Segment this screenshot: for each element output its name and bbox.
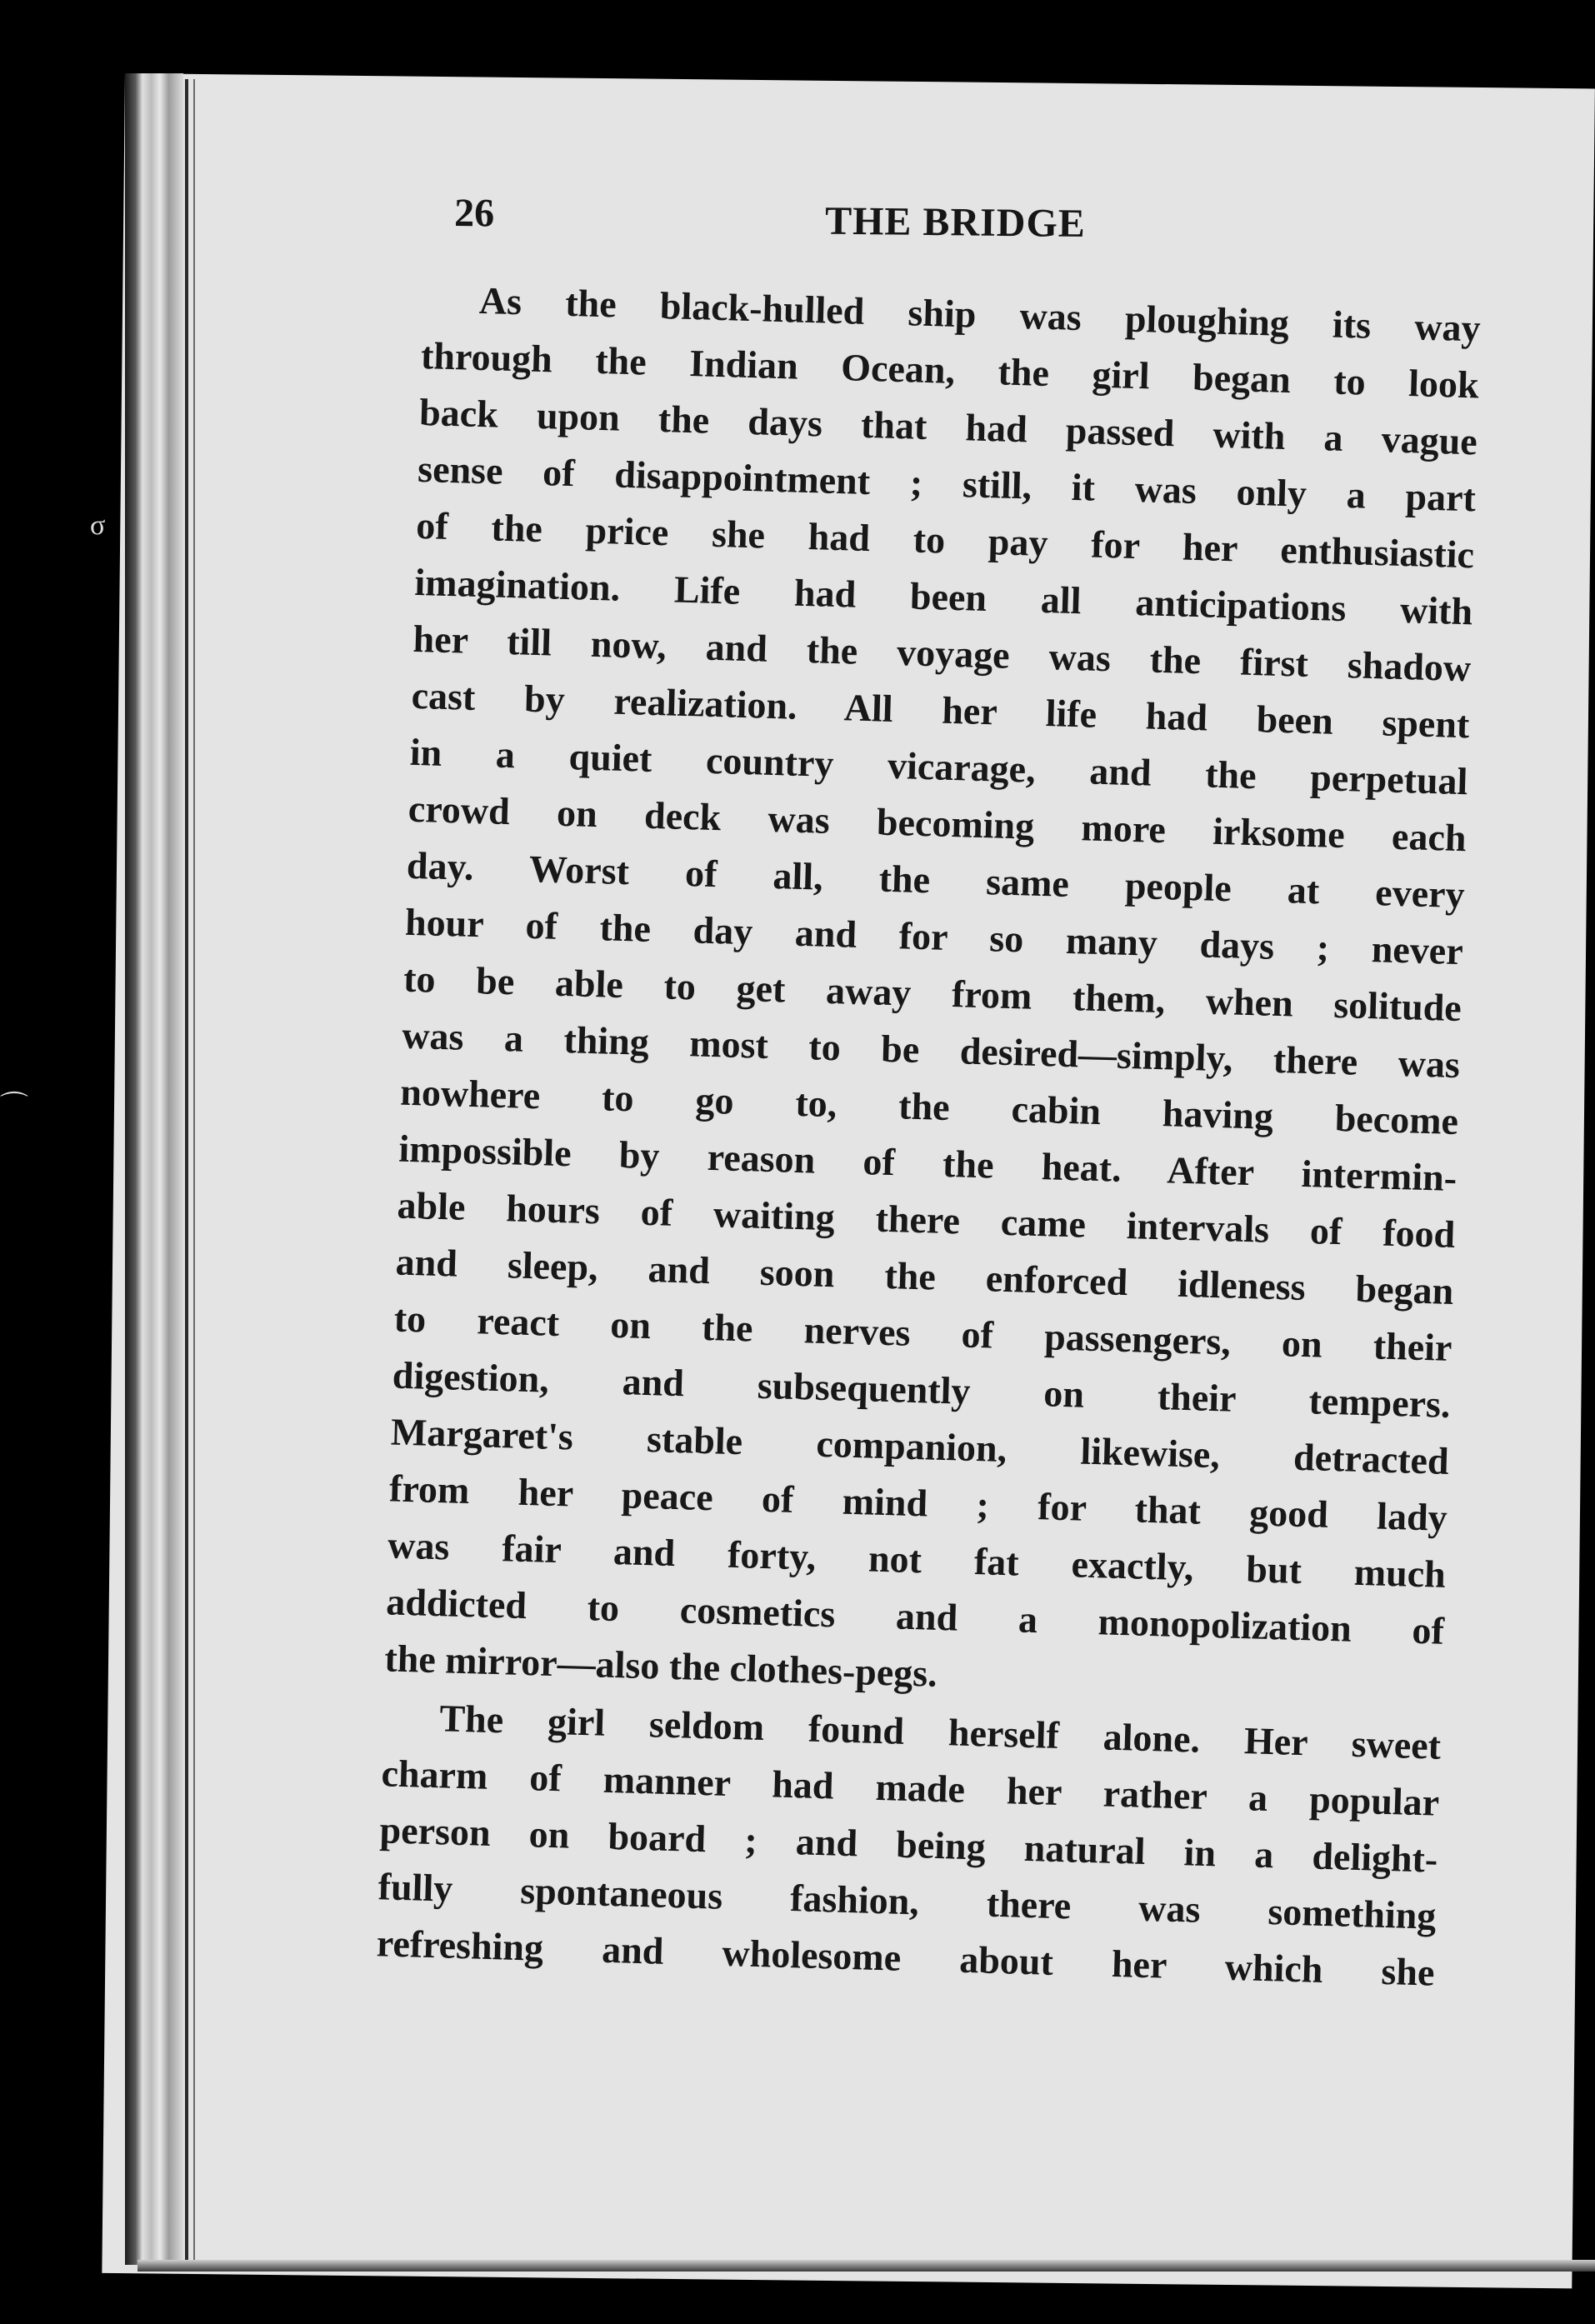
text-line: fully spontaneous fashion, there was something: [378, 1865, 1438, 1937]
text-line: from her peace of mind ; for that good lady: [388, 1467, 1448, 1539]
text-line: hour of the day and for so many days ; never: [404, 900, 1464, 973]
text-line: person on board ; and being natural in a delight-: [379, 1808, 1438, 1881]
binding-edge-line: [193, 79, 195, 2267]
text-line: day. Worst of all, the same people at every: [406, 843, 1466, 917]
text-line: to react on the nerves of passengers, on their: [393, 1297, 1453, 1369]
page-number: 26: [453, 191, 495, 236]
text-line: sense of disappointment ; still, it was only a part: [417, 447, 1477, 520]
text-line: able hours of waiting there came intervals of food: [396, 1183, 1456, 1257]
text-line: crowd on deck was becoming more irksome each: [408, 787, 1468, 860]
text-line: imagination. Life had been all anticipations with: [413, 560, 1473, 633]
text-line: nowhere to go to, the cabin having become: [399, 1070, 1459, 1143]
text-line: through the Indian Ocean, the girl began to look: [420, 333, 1480, 407]
text-line: and sleep, and soon the enforced idleness began: [395, 1240, 1455, 1312]
text-line: digestion, and subsequently on their tempers.: [392, 1353, 1452, 1426]
book-binding: [125, 73, 183, 2265]
margin-mark: σ: [90, 510, 106, 541]
text-line: back upon the days that had passed with a vague: [418, 390, 1478, 463]
text-line: was a thing most to be desired—simply, there was: [401, 1013, 1461, 1087]
paragraph: [376, 1688, 1442, 2001]
text-line: Margaret's stable companion, likewise, detracted: [390, 1410, 1450, 1482]
text-line: As the black-hulled ship was ploughing its way: [478, 278, 1482, 350]
body-text: [376, 271, 1482, 2002]
binding-edge-line: [185, 79, 188, 2267]
text-line: was fair and forty, not fat exactly, but much: [387, 1523, 1447, 1596]
text-line: to be able to get away from them, when solitude: [402, 957, 1462, 1030]
text-line: The girl seldom found herself alone. Her sweet: [438, 1697, 1442, 1767]
running-head: THE BRIDGE: [824, 198, 1087, 246]
text-line: cast by realization. All her life had been spent: [411, 673, 1470, 747]
text-line: refreshing and wholesome about her which she: [376, 1922, 1436, 1994]
page-header: [454, 190, 1497, 276]
text-line: her till now, and the voyage was the first shadow: [412, 617, 1472, 690]
margin-mark: ⌒: [0, 1092, 28, 1122]
text-line: impossible by reason of the heat. After intermin-: [398, 1127, 1458, 1200]
text-line: of the price she had to pay for her enthusiastic: [415, 503, 1475, 577]
paragraph: [384, 271, 1482, 1717]
text-line: charm of manner had made her rather a popular: [380, 1752, 1440, 1824]
text-line: in a quiet country vicarage, and the perpetual: [409, 730, 1469, 803]
page-bottom-edge: [138, 2260, 1595, 2272]
text-line: the mirror—also the clothes-pegs.: [383, 1637, 938, 1695]
text-line: addicted to cosmetics and a monopolization of: [385, 1580, 1445, 1652]
